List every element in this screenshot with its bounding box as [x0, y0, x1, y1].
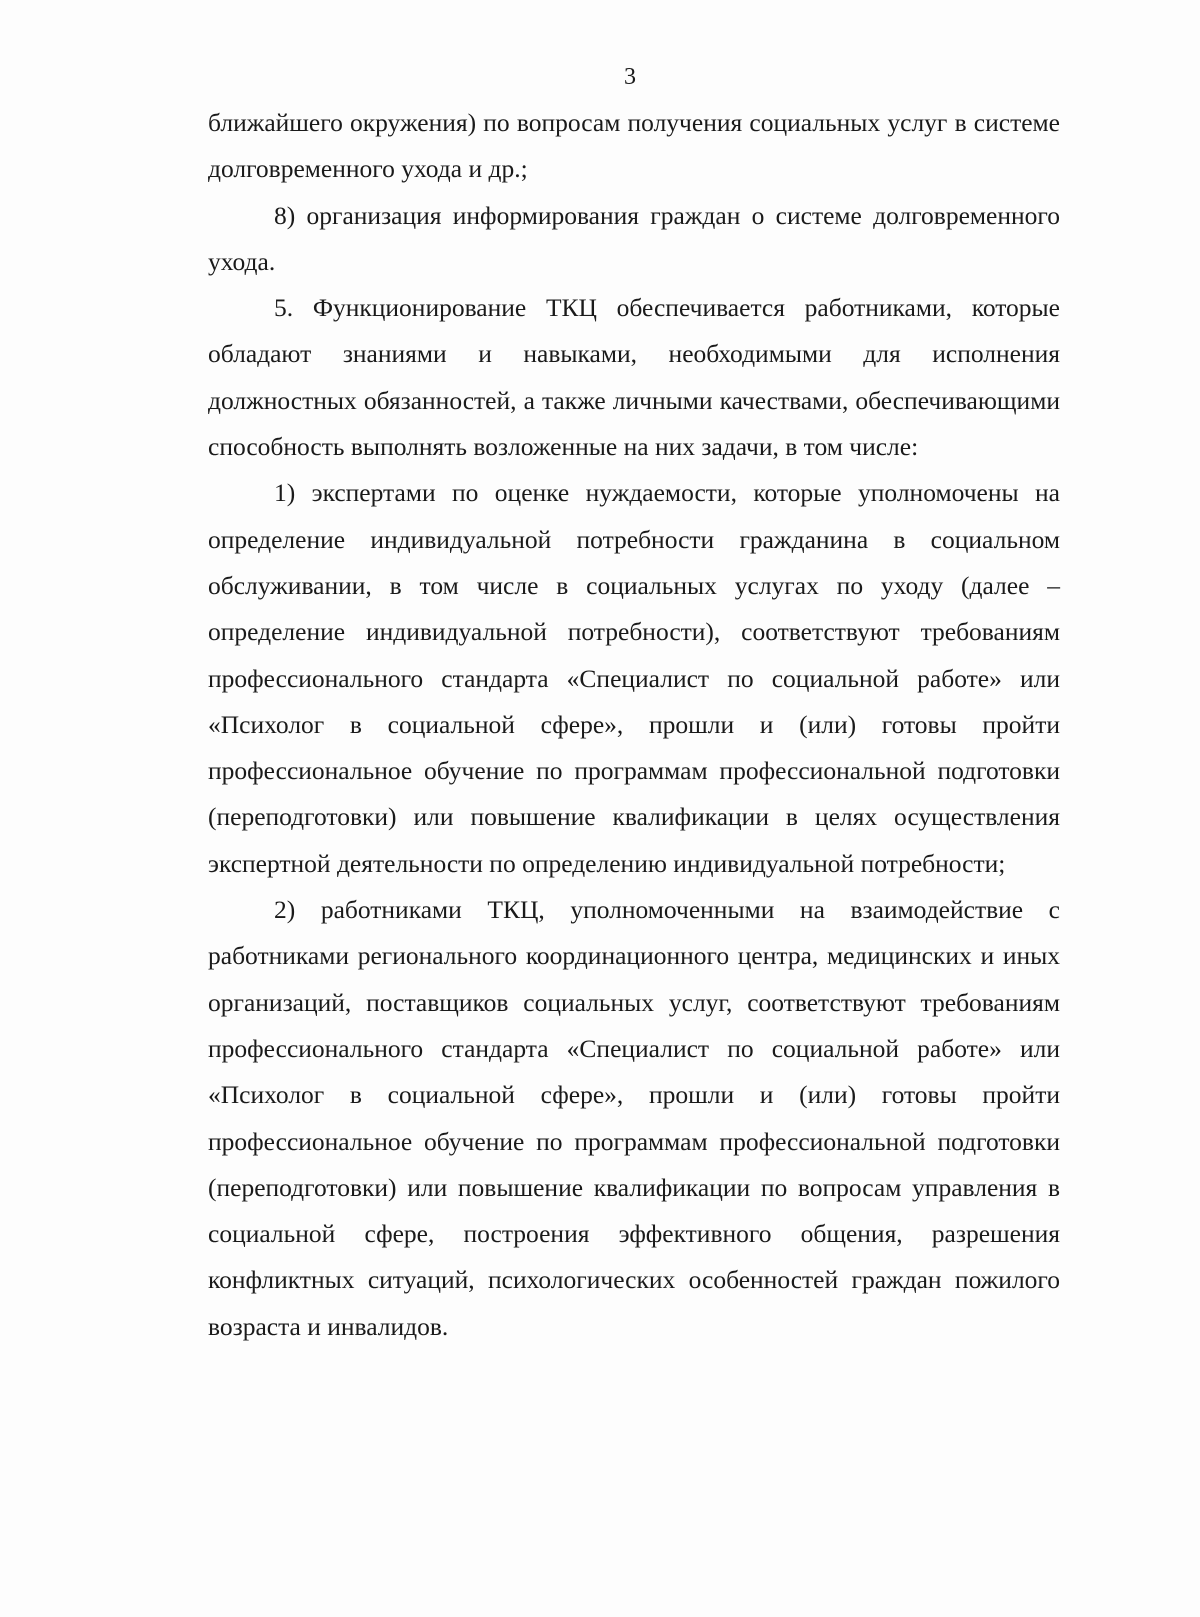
paragraph-continuation: ближайшего окружения) по вопросам получения социальных услуг в системе долговременного ухода и др.;	[208, 108, 1060, 184]
page-number: 3	[624, 64, 636, 90]
paragraph-item-8: 8) организация информирования граждан о системе долговременного ухода.	[208, 200, 1060, 276]
paragraph-item-1: 1) экспертами по оценке нуждаемости, которые уполномочены на определение индивидуальной потребности гражданина в социальном обслуживании, в том числе в социальных услугах по уходу (далее – определение индивидуальной потребности), соответствуют требованиям профессионального стандарта «Специалист по социальной работе» или «Психолог в социальной сфере», прошли и (или) готовы пройти профессиональное обучение по программам профессиональной подготовки (переподготовки) или повышение квалификации в целях осуществления экспертной деятельности по определению индивидуальной потребности;	[208, 478, 1060, 878]
document-body	[208, 100, 1060, 1350]
paragraph-item-2: 2) работниками ТКЦ, уполномоченными на взаимодействие с работниками регионального координационного центра, медицинских и иных организаций, поставщиков социальных услуг, соответствуют требованиям профессионального стандарта «Специалист по социальной работе» или «Психолог в социальной сфере», прошли и (или) готовы пройти профессиональное обучение по программам профессиональной подготовки (переподготовки) или повышение квалификации по вопросам управления в социальной сфере, построения эффективного общения, разрешения конфликтных ситуаций, психологических особенностей граждан пожилого возраста и инвалидов.	[208, 895, 1060, 1341]
paragraph-section-5: 5. Функционирование ТКЦ обеспечивается работниками, которые обладают знаниями и навыками, необходимыми для исполнения должностных обязанностей, а также личными качествами, обеспечивающими способность выполнять возложенные на них задачи, в том числе:	[208, 293, 1060, 462]
